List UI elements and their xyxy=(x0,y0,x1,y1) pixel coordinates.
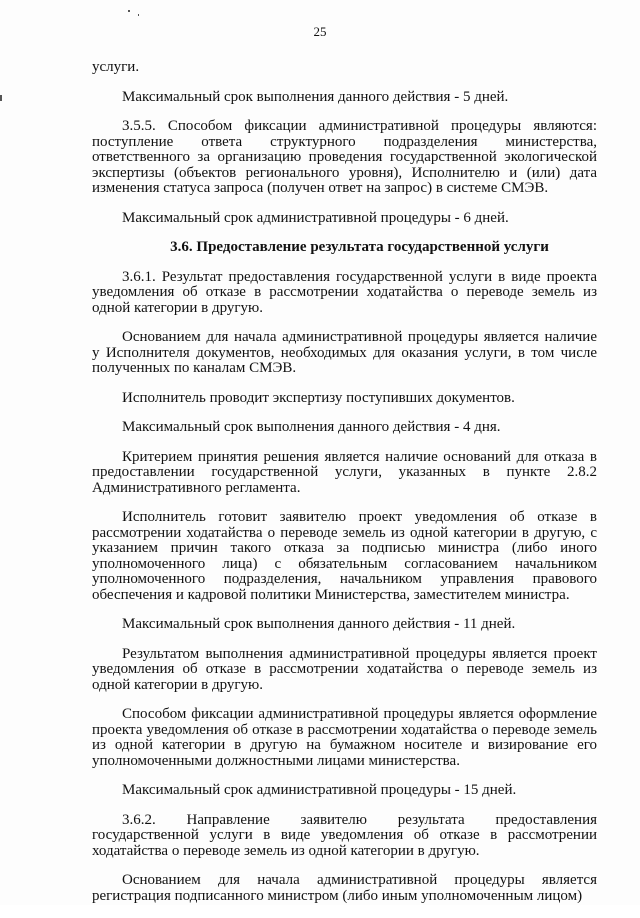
paragraph-result: Результатом выполнения административной процедуры является проект уведомления об отказе в рассмотрении ходатайства о переводе земель из одной категории в другую. xyxy=(92,645,597,693)
scan-mark-top-2 xyxy=(138,14,139,16)
scan-mark-top-1 xyxy=(128,10,130,12)
section-heading-3-6: 3.6. Предоставление результата государственной услуги xyxy=(170,239,549,255)
page-number: 25 xyxy=(313,24,327,39)
paragraph-3-6-1: 3.6.1. Результат предоставления государственной услуги в виде проекта уведомления об отказе в рассмотрении ходатайства о переводе земель из одной категории в другую. xyxy=(92,268,597,316)
paragraph-prepares-notice: Исполнитель готовит заявителю проект уведомления об отказе в рассмотрении ходатайства о переводе земель из одной категории в другую, с указанием причин такого отказа за подписью министра (либо иного уполномоченного лица) с обязательным согласованием начальником уполномоченного подразделения, начальником управления правового обеспечения и кадровой политики Министерства, заместителем министра. xyxy=(92,509,597,603)
paragraph-3-6-2: 3.6.2. Направление заявителю результата предоставления государственной услуги в виде уведомления об отказе в рассмотрении ходатайства о переводе земель из одной категории в другую. xyxy=(92,811,597,859)
paragraph-deadline-15-days: Максимальный срок административной процедуры - 15 дней. xyxy=(122,782,517,798)
document-body xyxy=(92,60,597,918)
paragraph-deadline-11-days: Максимальный срок выполнения данного действия - 11 дней. xyxy=(122,616,516,632)
paragraph-continuation: услуги. xyxy=(92,59,140,75)
paragraph-deadline-5-days: Максимальный срок выполнения данного действия - 5 дней. xyxy=(122,88,509,105)
paragraph-expertise: Исполнитель проводит экспертизу поступивших документов. xyxy=(122,389,515,406)
paragraph-3-5-5: 3.5.5. Способом фиксации административной процедуры являются: поступление ответа структурного подразделения министерства, ответственного за организацию проведения государственной экологической экспертизы (объектов регионального уровня), Исполнителю и (или) дата изменения статуса запроса (получен ответ на запрос) в системе СМЭВ. xyxy=(92,118,597,196)
paragraph-deadline-6-days: Максимальный срок административной процедуры - 6 дней. xyxy=(122,209,509,226)
paragraph-deadline-4-days: Максимальный срок выполнения данного действия - 4 дня. xyxy=(122,419,501,435)
paragraph-fixation-method: Способом фиксации административной процедуры является оформление проекта уведомления об отказе в рассмотрении ходатайства о переводе земель из одной категории в другую на бумажном носителе и визирование его уполномоченными должностными лицами министерства. xyxy=(92,706,597,769)
paragraph-basis-registration: Основанием для начала административной процедуры является регистрация подписанного министром (либо иным уполномоченным лицом) xyxy=(92,872,597,904)
paragraph-basis-start: Основанием для начала административной процедуры является наличие у Исполнителя документов, необходимых для оказания услуги, в том числе полученных по каналам СМЭВ. xyxy=(92,329,597,376)
paragraph-decision-criterion: Критерием принятия решения является наличие оснований для отказа в предоставлении государственной услуги, указанных в пункте 2.8.2 Административного регламента. xyxy=(92,448,597,496)
scan-mark-left xyxy=(0,95,2,101)
